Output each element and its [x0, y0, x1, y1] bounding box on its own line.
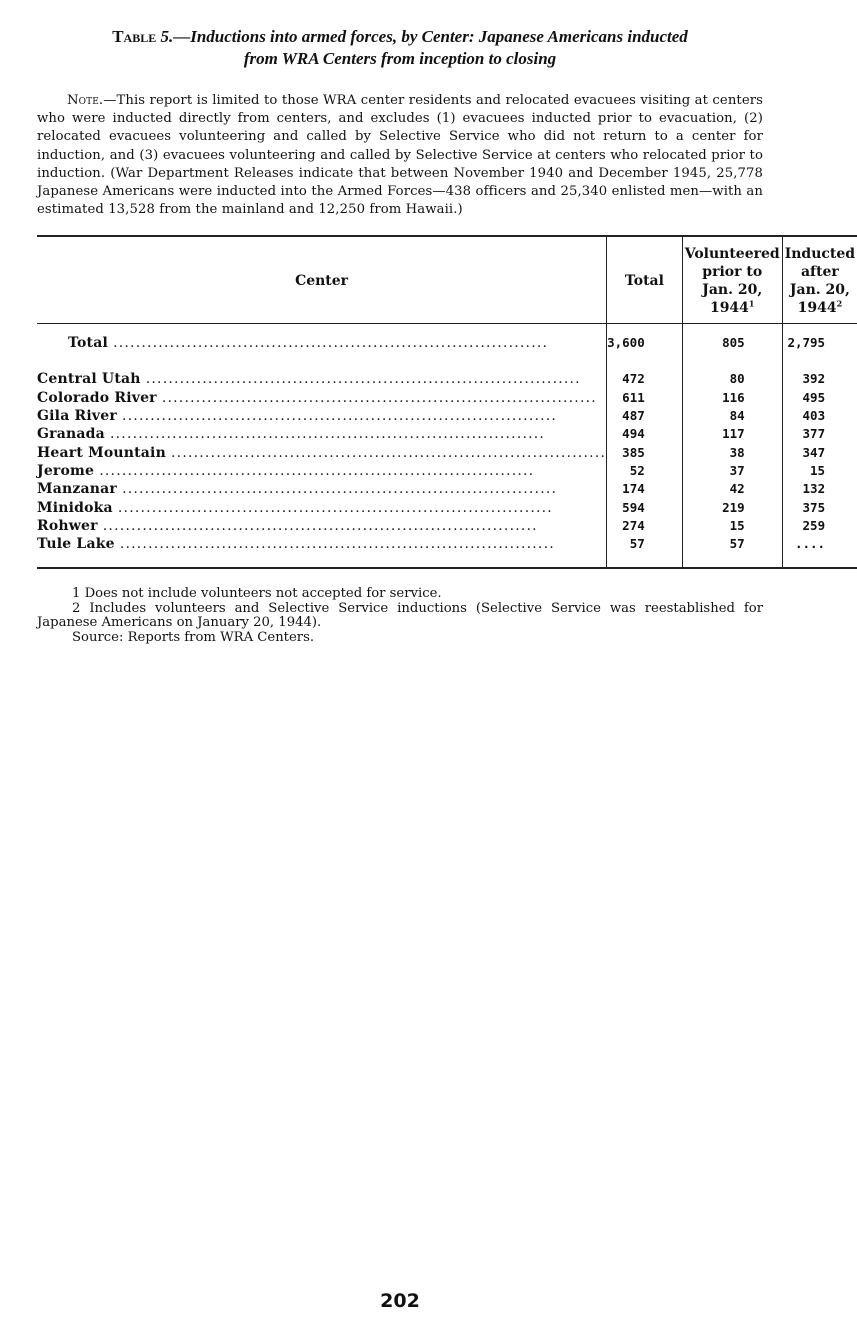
center-name: Rohwer	[37, 517, 98, 534]
end-cell	[37, 553, 607, 568]
total-cell: 174	[607, 480, 683, 498]
inducted-cell: 15	[810, 462, 826, 478]
center-name: Jerome	[37, 462, 95, 479]
table-header-row	[37, 236, 857, 324]
center-cell	[37, 480, 607, 498]
note-label: Note.	[67, 93, 104, 108]
volunteered-cell: 15	[682, 517, 782, 535]
inductions-table	[37, 235, 857, 569]
total-row-total: 3,600	[607, 324, 683, 363]
volunteered-cell: 116	[682, 389, 782, 407]
spacer-cell	[37, 362, 607, 370]
volunteered-cell: 38	[682, 444, 782, 462]
total-label: Total	[68, 335, 109, 352]
header-inducted-line-3: Jan. 20, 1944	[789, 282, 850, 317]
dot-leader: .............................................................................	[122, 481, 558, 498]
table-row	[37, 444, 857, 462]
header-volunteered	[682, 236, 782, 324]
document-page	[37, 26, 856, 645]
total-cell: 594	[607, 499, 683, 517]
dot-leader: .............................................................................	[110, 426, 546, 443]
volunteered-cell: 37	[682, 462, 782, 480]
center-cell	[37, 444, 607, 462]
volunteered-cell: 80	[682, 370, 782, 388]
center-cell	[37, 389, 607, 407]
table-number: 5.—	[156, 27, 191, 46]
inducted-cell: 375	[802, 499, 826, 515]
total-row-inducted: 2,795	[787, 335, 826, 351]
table-note	[37, 92, 763, 219]
header-inducted	[782, 236, 857, 324]
center-name: Granada	[37, 426, 105, 443]
total-cell: 52	[607, 462, 683, 480]
end-cell	[782, 553, 857, 568]
inducted-cell: 403	[802, 408, 826, 424]
header-total: Total	[607, 236, 683, 324]
dot-leader: .............................................................................	[117, 499, 553, 516]
center-name: Minidoka	[37, 499, 113, 516]
spacer-cell	[782, 362, 857, 370]
center-name: Gila River	[37, 408, 117, 425]
table-row	[37, 389, 857, 407]
total-cell: 385	[607, 444, 683, 462]
footnotes	[37, 587, 763, 645]
header-volunteered-line-1: Volunteered	[684, 246, 780, 263]
end-cell	[682, 553, 782, 568]
title-line-1: Inductions into armed forces, by Center: Japanese Americans inducted	[190, 27, 688, 46]
footnote-1-text: Does not include volunteers not accepted for service.	[80, 586, 442, 602]
volunteered-cell: 219	[682, 499, 782, 517]
center-cell	[37, 425, 607, 443]
volunteered-cell: 57	[682, 535, 782, 553]
inducted-cell: 347	[802, 444, 826, 460]
total-cell: 494	[607, 425, 683, 443]
center-name: Colorado River	[37, 389, 157, 406]
note-text: —This report is limited to those WRA center residents and relocated evacuees visiting at centers who were inducted directly from centers, and excludes (1) evacuees inducted prior to evacuation, (2) relocated evacuees volunteering and called by Selective Service who did not return to a center for induction, and (3) evacuees volunteering and called by Selective Service at centers who relocated prior to induction. (War Department Releases indicate that between November 1940 and December 1945, 25,778 Japanese Americans were inducted into the Armed Forces—438 officers and 25,340 enlisted men—with an estimated 13,528 from the mainland and 12,250 from Hawaii.)	[37, 93, 763, 218]
volunteered-cell: 42	[682, 480, 782, 498]
dot-leader: .............................................................................	[119, 536, 555, 553]
dot-leader: .............................................................................	[99, 462, 535, 479]
header-volunteered-line-2: prior to	[702, 264, 763, 281]
volunteered-cell: 117	[682, 425, 782, 443]
center-name: Heart Mountain	[37, 444, 166, 461]
table-row	[37, 370, 857, 388]
footnote-2-text: Includes volunteers and Selective Service inductions (Selective Service was reestablished for Japanese Americans on January 20, 1944).	[37, 600, 763, 631]
center-name: Tule Lake	[37, 536, 115, 553]
table-row	[37, 517, 857, 535]
footnote-1-mark: 1	[72, 586, 81, 602]
center-name: Manzanar	[37, 481, 117, 498]
header-center: Center	[37, 236, 607, 324]
table-end-row	[37, 553, 857, 568]
table-row	[37, 480, 857, 498]
table-row	[37, 425, 857, 443]
center-cell	[37, 517, 607, 535]
inducted-cell: 392	[802, 371, 826, 387]
footnote-2	[37, 602, 763, 631]
center-cell	[37, 370, 607, 388]
footnote-1	[37, 587, 763, 602]
footnote-2-mark: 2	[72, 600, 81, 616]
header-inducted-line-1: Inducted	[784, 246, 856, 263]
end-cell	[607, 553, 683, 568]
spacer-cell	[607, 362, 683, 370]
total-cell: 611	[607, 389, 683, 407]
header-inducted-line-2: after	[800, 264, 839, 281]
volunteered-cell: 84	[682, 407, 782, 425]
total-row	[37, 324, 857, 363]
total-row-volunteered: 805	[682, 324, 782, 363]
center-name: Central Utah	[37, 371, 141, 388]
center-cell	[37, 535, 607, 553]
dot-leader: .............................................................................	[113, 335, 549, 352]
dot-leader: .............................................................................	[145, 371, 581, 388]
center-cell	[37, 462, 607, 480]
inducted-cell: 377	[802, 426, 826, 442]
table-row	[37, 407, 857, 425]
center-cell	[37, 499, 607, 517]
footnote-ref-1: 1	[748, 298, 755, 309]
total-row-label	[37, 324, 607, 363]
dot-leader: .............................................................................	[122, 408, 558, 425]
spacer-row	[37, 362, 857, 370]
spacer-cell	[682, 362, 782, 370]
dot-leader: .............................................................................	[171, 444, 607, 461]
title-line-2: from WRA Centers from inception to closing	[243, 49, 557, 68]
footnote-ref-2: 2	[836, 298, 843, 309]
dot-leader: .............................................................................	[102, 517, 538, 534]
center-cell	[37, 407, 607, 425]
total-cell: 487	[607, 407, 683, 425]
table-row	[37, 499, 857, 517]
inducted-cell: 495	[802, 389, 826, 405]
total-cell: 472	[607, 370, 683, 388]
source-line: Source: Reports from WRA Centers.	[72, 629, 315, 645]
table-label: Table	[112, 27, 157, 46]
table-title	[37, 26, 763, 70]
inducted-cell: ....	[794, 536, 826, 552]
table-row	[37, 535, 857, 553]
inducted-cell: 132	[802, 481, 826, 497]
total-cell: 57	[607, 535, 683, 553]
table-row	[37, 462, 857, 480]
inducted-cell: 259	[802, 517, 826, 533]
dot-leader: .............................................................................	[161, 389, 597, 406]
total-cell: 274	[607, 517, 683, 535]
page-number: 202	[380, 1290, 420, 1312]
header-volunteered-line-3: Jan. 20, 1944	[702, 282, 763, 317]
